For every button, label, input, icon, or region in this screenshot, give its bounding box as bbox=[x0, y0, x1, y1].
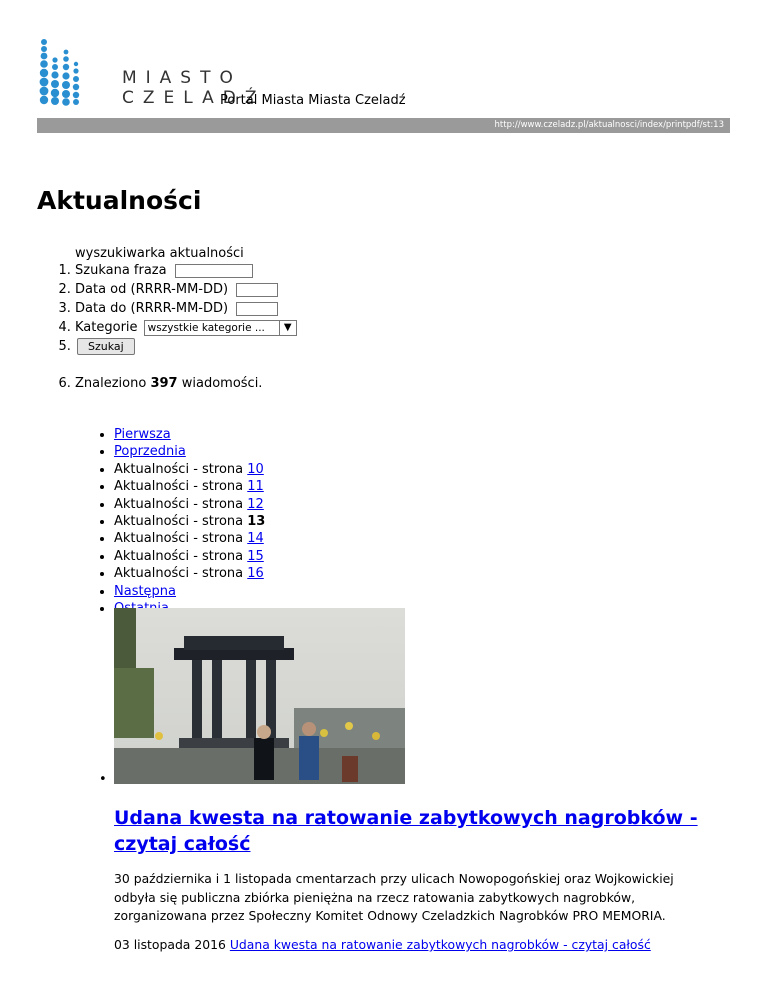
page-title: Aktualności bbox=[37, 186, 202, 215]
search-phrase-input[interactable] bbox=[175, 264, 253, 278]
logo-text-line2: CZELADŹ bbox=[122, 88, 266, 108]
url-bar: http://www.czeladz.pl/aktualnosci/index/printpdf/st:13 bbox=[37, 118, 730, 133]
logo-text-line1: MIASTO bbox=[122, 68, 242, 88]
results-count: 397 bbox=[150, 376, 178, 391]
pager-item-prev bbox=[114, 443, 265, 460]
pager-page-label: Aktualności - strona bbox=[114, 513, 244, 529]
pager-page-label: Aktualności - strona bbox=[114, 531, 244, 547]
pager-page-label: Aktualności - strona bbox=[114, 479, 244, 495]
category-selected-value: wszystkie kategorie ... bbox=[147, 321, 265, 334]
results-prefix: Znaleziono bbox=[75, 376, 147, 391]
news-title-link[interactable]: Udana kwesta na ratowanie zabytkowych nagrobków - czytaj całość bbox=[114, 807, 698, 855]
category-label: Kategorie bbox=[75, 320, 138, 335]
search-form bbox=[37, 261, 297, 393]
submit-row bbox=[75, 337, 297, 356]
date-from-input[interactable] bbox=[236, 283, 278, 297]
news-title bbox=[114, 805, 724, 857]
pager-page-link[interactable]: 14 bbox=[247, 531, 264, 547]
pagination bbox=[77, 426, 265, 617]
pager-item-page bbox=[114, 478, 265, 495]
news-body: 30 października i 1 listopada cmentarzach przy ulicach Nowopogońskiej oraz Wojkowickiej odbyła się publiczna zbiórka pieniężna na rzecz ratowania zabytkowych nagrobków, zorganizowana przez Społeczny Komitet Odnowy Czeladzkich Nagrobków PRO MEMORIA. bbox=[114, 871, 674, 923]
pager-page-label: Aktualności - strona bbox=[114, 548, 244, 564]
pager-page-link[interactable]: 12 bbox=[247, 496, 264, 512]
search-legend: wyszukiwarka aktualności bbox=[75, 246, 244, 261]
pager-item-page bbox=[114, 496, 265, 513]
city-logo bbox=[38, 38, 266, 108]
pager-page-link[interactable]: 10 bbox=[247, 461, 264, 477]
pager-page-link[interactable]: 15 bbox=[247, 548, 264, 564]
pager-item-page bbox=[114, 548, 265, 565]
date-to-row bbox=[75, 299, 297, 318]
results-suffix: wiadomości. bbox=[181, 376, 263, 391]
pager-first-link[interactable]: Pierwsza bbox=[114, 427, 171, 442]
dropdown-arrow-icon[interactable]: ▼ bbox=[279, 321, 296, 335]
portal-title: Portal Miasta Miasta Czeladź bbox=[220, 93, 406, 108]
logo-dots-icon bbox=[38, 38, 84, 108]
pager-page-link[interactable]: 16 bbox=[247, 566, 264, 582]
news-meta bbox=[114, 937, 651, 952]
pager-next-link[interactable]: Następna bbox=[114, 583, 177, 599]
pager-item-page bbox=[114, 461, 265, 478]
date-to-label: Data do (RRRR-MM-DD) bbox=[75, 301, 229, 316]
pager-item-next bbox=[114, 583, 265, 600]
search-button[interactable]: Szukaj bbox=[77, 338, 135, 355]
pager-current-page: 13 bbox=[247, 513, 266, 529]
pager-item-first bbox=[114, 426, 265, 443]
search-phrase-label: Szukana fraza bbox=[75, 263, 167, 278]
date-from-label: Data od (RRRR-MM-DD) bbox=[75, 282, 229, 297]
news-read-more-link[interactable]: Udana kwesta na ratowanie zabytkowych nagrobków - czytaj całość bbox=[229, 937, 651, 952]
pager-item-page bbox=[114, 530, 265, 547]
pager-prev-link[interactable]: Poprzednia bbox=[114, 444, 186, 460]
pager-item-page bbox=[114, 565, 265, 582]
news-date: 03 listopada 2016 bbox=[114, 937, 226, 952]
pager-item-current bbox=[114, 513, 265, 530]
date-to-input[interactable] bbox=[236, 302, 278, 316]
pager-page-label: Aktualności - strona bbox=[114, 566, 244, 582]
news-list-bullet: • bbox=[99, 772, 107, 787]
date-from-row bbox=[75, 280, 297, 299]
search-phrase-row bbox=[75, 261, 297, 280]
category-select[interactable] bbox=[144, 320, 297, 336]
category-row bbox=[75, 318, 297, 337]
pager-page-label: Aktualności - strona bbox=[114, 461, 244, 477]
news-photo-cemetery[interactable] bbox=[114, 608, 405, 784]
results-summary bbox=[75, 374, 297, 393]
pager-page-label: Aktualności - strona bbox=[114, 496, 244, 512]
pager-page-link[interactable]: 11 bbox=[247, 479, 264, 495]
